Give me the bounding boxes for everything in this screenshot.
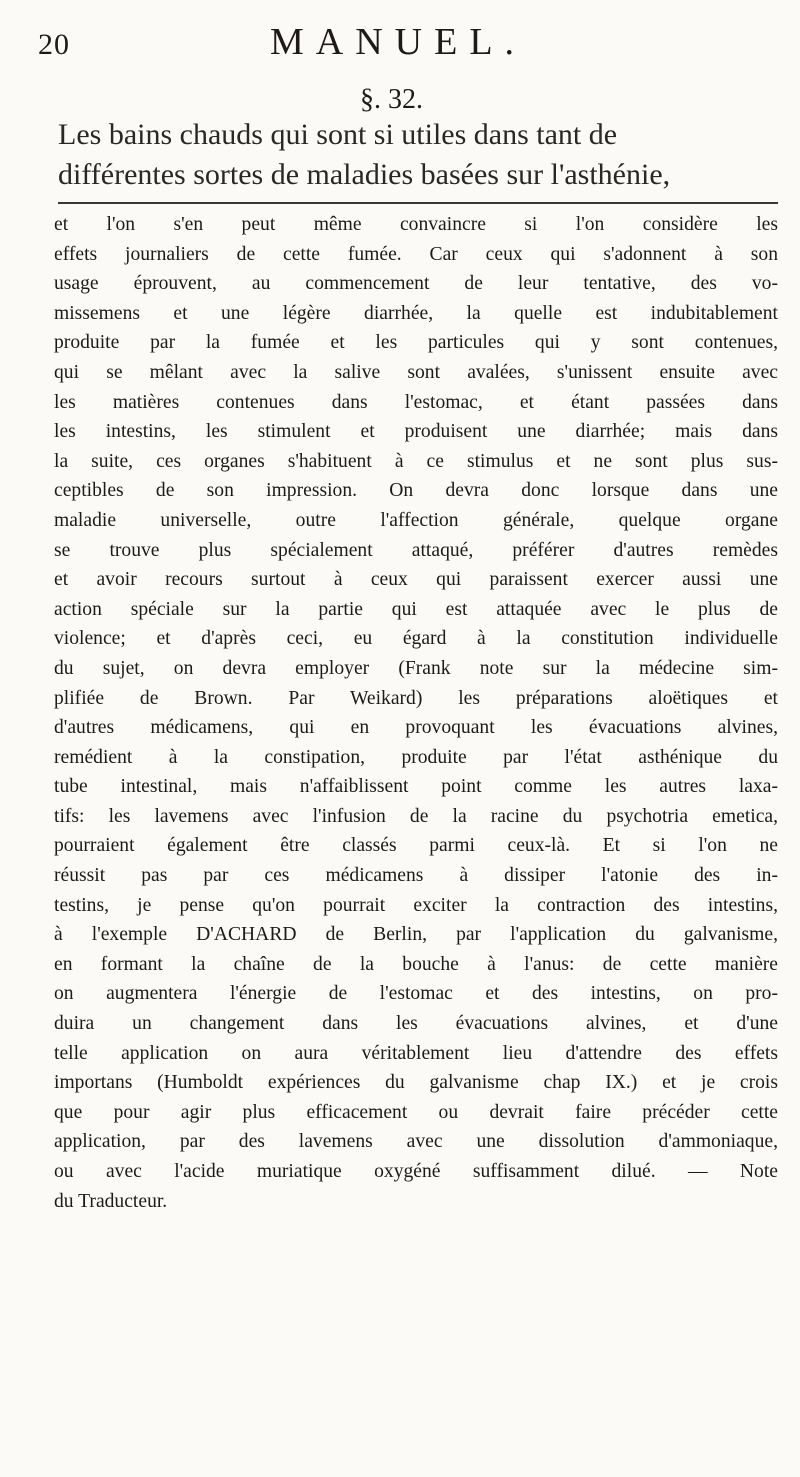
text-line: se trouve plus spécialement attaqué, préférer d'autres remèdes	[54, 539, 778, 561]
section-number: §. 32.	[360, 84, 423, 115]
text-line: plifiée de Brown. Par Weikard) les préparations aloëtiques et	[54, 687, 778, 709]
text-line: les matières contenues dans l'estomac, et étant passées dans	[54, 391, 778, 413]
text-line: du sujet, on devra employer (Frank note sur la médecine sim-	[54, 657, 778, 679]
section-heading-line-2: différentes sortes de maladies basées sur l'asthénie,	[58, 158, 671, 191]
text-line: et l'on s'en peut même convaincre si l'on considère les	[54, 214, 778, 235]
text-line: en formant la chaîne de la bouche à l'anus: de cette manière	[54, 953, 778, 975]
text-line: que pour agir plus efficacement ou devrait faire précéder cette	[54, 1101, 778, 1123]
running-title: MANUEL.	[270, 21, 527, 63]
text-line: réussit pas par ces médicamens à dissiper l'atonie des in-	[54, 865, 778, 887]
text-line: on augmentera l'énergie de l'estomac et des intestins, on pro-	[54, 983, 778, 1005]
text-line: violence; et d'après ceci, eu égard à la constitution individuelle	[54, 628, 778, 650]
text-line: importans (Humboldt expériences du galvanisme chap IX.) et je crois	[54, 1072, 778, 1094]
text-line: duira un changement dans les évacuations alvines, et d'une	[54, 1013, 778, 1035]
text-line: et avoir recours surtout à ceux qui paraissent exercer aussi une	[54, 569, 778, 591]
text-line: missemens et une légère diarrhée, la quelle est indubitablement	[54, 302, 778, 324]
section-heading-line-1: Les bains chauds qui sont si utiles dans tant de	[58, 118, 618, 151]
text-line: usage éprouvent, au commencement de leur tentative, des vo-	[54, 273, 778, 295]
text-line: qui se mêlant avec la salive sont avalées, s'unissent ensuite avec	[54, 361, 778, 383]
text-line: ou avec l'acide muriatique oxygéné suffisamment dilué. — Note	[54, 1161, 778, 1182]
text-line: action spéciale sur la partie qui est attaquée avec le plus de	[54, 598, 778, 620]
text-line: testins, je pense qu'on pourrait exciter la contraction des intestins,	[54, 894, 778, 916]
text-line: les intestins, les stimulent et produisent une diarrhée; mais dans	[54, 421, 778, 443]
text-line: produite par la fumée et les particules qui y sont contenues,	[54, 332, 778, 354]
text-line: tifs: les lavemens avec l'infusion de la racine du psychotria emetica,	[54, 805, 778, 827]
text-line: remédient à la constipation, produite par l'état asthénique du	[54, 746, 778, 768]
text-line: la suite, ces organes s'habituent à ce stimulus et ne sont plus sus-	[54, 450, 778, 472]
text-line: effets journaliers de cette fumée. Car ceux qui s'adonnent à son	[54, 243, 778, 265]
text-line: à l'exemple D'ACHARD de Berlin, par l'application du galvanisme,	[54, 924, 778, 946]
body-text	[54, 210, 778, 1216]
heading-rule	[58, 202, 778, 204]
text-line: pourraient également être classés parmi ceux-là. Et si l'on ne	[54, 835, 778, 857]
text-line: du Traducteur.	[54, 1190, 168, 1212]
text-line: d'autres médicamens, qui en provoquant les évacuations alvines,	[54, 717, 778, 739]
text-line: telle application on aura véritablement lieu d'attendre des effets	[54, 1042, 778, 1064]
text-line: application, par des lavemens avec une dissolution d'ammoniaque,	[54, 1131, 778, 1153]
text-line: ceptibles de son impression. On devra donc lorsque dans une	[54, 480, 778, 502]
text-line: tube intestinal, mais n'affaiblissent point comme les autres laxa-	[54, 776, 778, 798]
page-number: 20	[38, 28, 70, 61]
text-line: maladie universelle, outre l'affection générale, quelque organe	[54, 509, 778, 531]
